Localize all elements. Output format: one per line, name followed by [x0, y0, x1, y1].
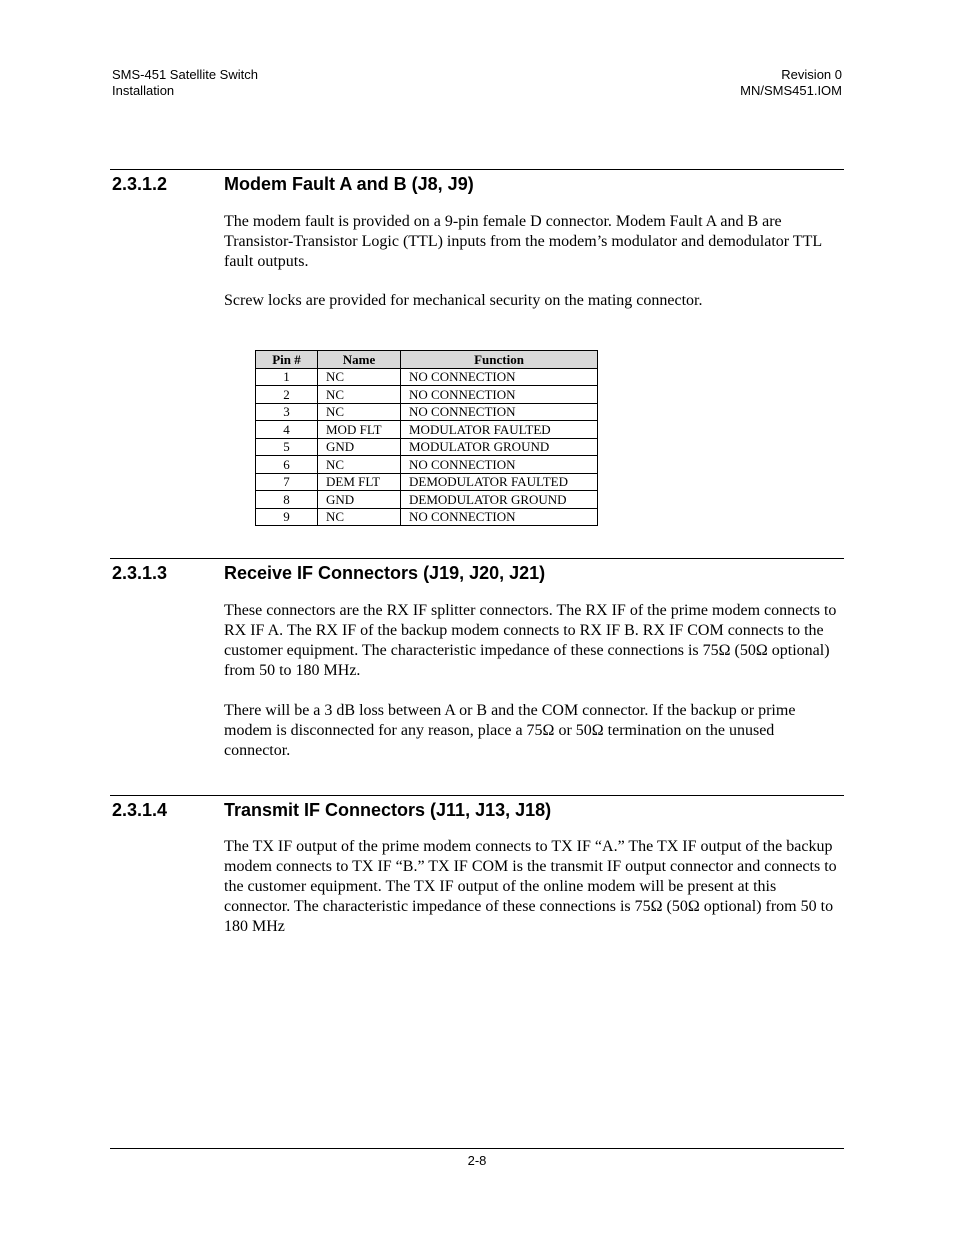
column-header-name: Name [318, 351, 401, 369]
name-cell: NC [318, 386, 401, 404]
body-paragraph: These connectors are the RX IF splitter connectors. The RX IF of the prime modem connects to RX IF A. The RX IF of the backup modem connects to RX IF B. RX IF COM connects to the customer equipment. The characteristic impedance of these connections is 75Ω (50Ω optional) from 50 to 180 MHz. [224, 602, 837, 679]
section-heading: Transmit IF Connectors (J11, J13, J18) [224, 800, 552, 820]
name-cell: NC [318, 403, 401, 421]
pin-cell: 7 [256, 473, 318, 491]
section-number: 2.3.1.4 [112, 800, 168, 820]
pin-cell: 8 [256, 491, 318, 509]
page-number: 2-8 [467, 1153, 487, 1168]
body-paragraph: Screw locks are provided for mechanical security on the mating connector. [224, 292, 703, 309]
section-divider [110, 169, 844, 170]
function-cell: DEMODULATOR GROUND [401, 491, 598, 509]
pin-cell: 1 [256, 368, 318, 386]
table-row [256, 421, 598, 439]
table-row [256, 456, 598, 474]
pin-cell: 9 [256, 508, 318, 526]
table-row [256, 491, 598, 509]
column-header-pin: Pin # [256, 351, 318, 369]
chapter-name: Installation [112, 83, 175, 98]
pin-cell: 4 [256, 421, 318, 439]
table-header-row [256, 351, 598, 369]
name-cell: NC [318, 508, 401, 526]
page-header-left [112, 67, 258, 99]
name-cell: NC [318, 456, 401, 474]
revision-label: Revision 0 [781, 67, 842, 82]
section-heading: Modem Fault A and B (J8, J9) [224, 174, 474, 194]
pin-assignment-table [255, 350, 598, 526]
pin-cell: 6 [256, 456, 318, 474]
column-header-function: Function [401, 351, 598, 369]
table-row [256, 386, 598, 404]
name-cell: NC [318, 368, 401, 386]
document-title: SMS-451 Satellite Switch [112, 67, 258, 82]
function-cell: NO CONNECTION [401, 456, 598, 474]
function-cell: NO CONNECTION [401, 403, 598, 421]
body-paragraph: There will be a 3 dB loss between A or B and the COM connector. If the backup or prime modem is disconnected for any reason, place a 75Ω or 50Ω termination on the unused connector. [224, 702, 796, 759]
function-cell: NO CONNECTION [401, 368, 598, 386]
function-cell: MODULATOR GROUND [401, 438, 598, 456]
function-cell: MODULATOR FAULTED [401, 421, 598, 439]
section-divider [110, 795, 844, 796]
table-row [256, 403, 598, 421]
function-cell: NO CONNECTION [401, 508, 598, 526]
section-divider [110, 558, 844, 559]
function-cell: NO CONNECTION [401, 386, 598, 404]
page-header-right [740, 67, 842, 99]
name-cell: MOD FLT [318, 421, 401, 439]
section-number: 2.3.1.2 [112, 174, 168, 194]
body-paragraph: The modem fault is provided on a 9-pin female D connector. Modem Fault A and B are Transistor-Transistor Logic (TTL) inputs from the modem’s modulator and demodulator TTL fault outputs. [224, 213, 822, 270]
section-heading: Receive IF Connectors (J19, J20, J21) [224, 563, 546, 583]
section-number: 2.3.1.3 [112, 563, 168, 583]
footer-divider [110, 1148, 844, 1149]
pin-cell: 3 [256, 403, 318, 421]
name-cell: GND [318, 438, 401, 456]
table-row [256, 473, 598, 491]
table-row [256, 438, 598, 456]
name-cell: GND [318, 491, 401, 509]
name-cell: DEM FLT [318, 473, 401, 491]
function-cell: DEMODULATOR FAULTED [401, 473, 598, 491]
pin-cell: 5 [256, 438, 318, 456]
table-row [256, 368, 598, 386]
manual-number: MN/SMS451.IOM [740, 83, 842, 98]
pin-cell: 2 [256, 386, 318, 404]
body-paragraph: The TX IF output of the prime modem connects to TX IF “A.” The TX IF output of the backup modem connects to TX IF “B.” TX IF COM is the transmit IF output connector and connects to the customer equipment. The TX IF output of the online modem will be present at this connector. The characteristic impedance of these connections is 75Ω (50Ω optional) from 50 to 180 MHz [224, 838, 837, 935]
table-row [256, 508, 598, 526]
